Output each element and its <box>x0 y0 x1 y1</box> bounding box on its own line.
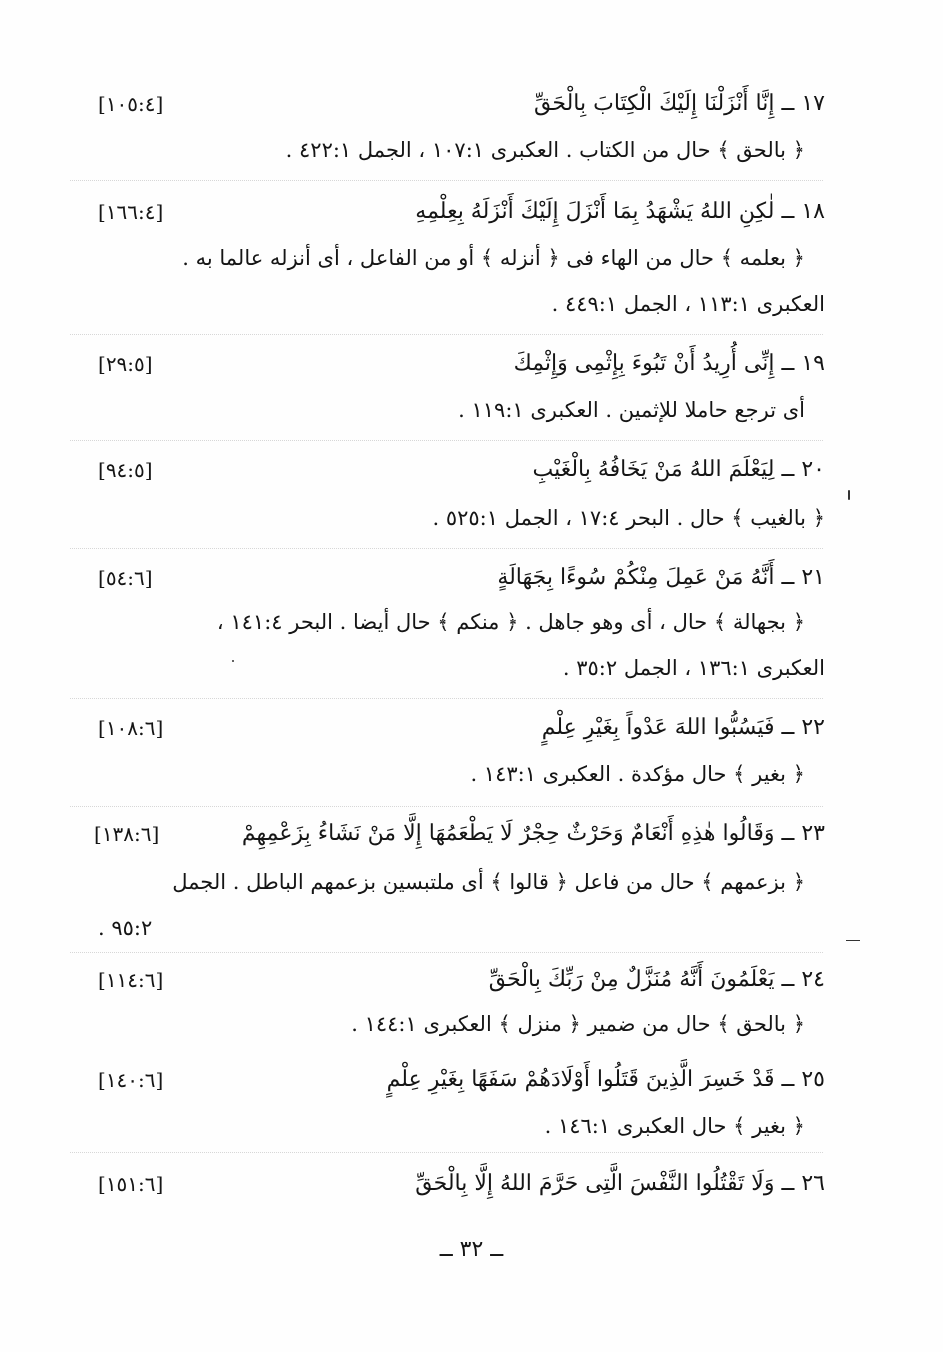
verse-reference: [١٠٥:٤] <box>98 92 164 116</box>
note-text: ﴿ بزعمهم ﴾ حال من فاعل ﴿ قالوا ﴾ أى ملتبسين بزعمهم الباطل . الجمل <box>172 870 805 894</box>
note-text: ﴿ بعلمه ﴾ حال من الهاء فى ﴿ أنزله ﴾ أو من الفاعل ، أى أنزله عالما به . <box>182 246 805 270</box>
verse-line <box>90 960 825 1000</box>
verse-line <box>90 708 825 748</box>
divider <box>70 334 823 335</box>
page-number: ــ ٣٢ ــ <box>439 1237 504 1262</box>
verse-line <box>90 1060 825 1100</box>
divider <box>70 548 823 549</box>
scan-speck <box>232 660 234 662</box>
verse-text: ٢١ ــ أَنَّهُ مَنْ عَمِلَ مِنْكُمْ سُوءًا بِجَهَالَةٍ <box>497 565 825 590</box>
verse-line <box>90 192 825 232</box>
note-text: أى ترجع حاملا للإثمين . العكبرى ١١٩:١ . <box>458 398 805 422</box>
note-line <box>90 238 825 278</box>
verse-line <box>90 450 825 490</box>
verse-line <box>90 84 825 124</box>
note-text: ﴿ بالغيب ﴾ حال . البحر ١٧:٤ ، الجمل ٥٢٥:١ . <box>432 506 825 530</box>
verse-line <box>90 558 825 598</box>
divider <box>70 952 823 953</box>
verse-line <box>90 344 825 384</box>
divider <box>70 806 823 807</box>
note-line <box>90 390 825 430</box>
note-line <box>90 754 825 794</box>
note-text: ﴿ بالحق ﴾ حال من ضمير ﴿ منزل ﴾ العكبرى ١٤٤:١ . <box>351 1012 805 1036</box>
divider <box>70 1152 823 1153</box>
verse-reference: [١٤٠:٦] <box>98 1068 164 1092</box>
verse-reference: [١٦٦:٤] <box>98 200 164 224</box>
verse-text: ١٧ ــ إِنَّا أَنْزَلْنَا إِلَيْكَ الْكِتَابَ بِالْحَقِّ <box>534 91 825 116</box>
verse-text: ١٩ ــ إِنِّى أُرِيدُ أَنْ تَبُوءَ بِإِثْمِى وَإِثْمِكَ <box>513 351 825 376</box>
verse-reference: [٥٤:٦] <box>98 566 153 590</box>
note-text: العكبرى ١١٣:١ ، الجمل ٤٤٩:١ . <box>551 292 825 316</box>
note-text: ﴿ بالحق ﴾ حال من الكتاب . العكبرى ١٠٧:١ ، الجمل ٤٢٢:١ . <box>285 138 805 162</box>
scan-speck <box>848 490 850 500</box>
note-line <box>90 498 825 538</box>
note-text: ﴿ بغير ﴾ حال العكبرى ١٤٦:١ . <box>544 1114 805 1138</box>
note-line <box>90 602 825 642</box>
note-line <box>90 648 825 688</box>
divider <box>70 440 823 441</box>
verse-text: ٢٣ ــ وَقَالُوا هٰذِهِ أَنْعَامٌ وَحَرْثٌ حِجْرٌ لَا يَطْعَمُهَا إِلَّا مَنْ نَشَاءُ بِزَعْمِهِمْ <box>241 821 825 846</box>
verse-text: ٢٠ ــ لِيَعْلَمَ اللهُ مَنْ يَخَافُهُ بِالْغَيْبِ <box>532 457 825 482</box>
verse-reference: [٢٩:٥] <box>98 352 153 376</box>
verse-text: ٢٥ ــ قَدْ خَسِرَ الَّذِينَ قَتَلُوا أَوْلَادَهُمْ سَفَهًا بِغَيْرِ عِلْمٍ <box>386 1067 825 1092</box>
verse-text: ٢٤ ــ يَعْلَمُونَ أَنَّهُ مُنَزَّلٌ مِنْ رَبِّكَ بِالْحَقِّ <box>488 967 825 992</box>
verse-reference: [١٠٨:٦] <box>98 716 164 740</box>
note-line <box>90 908 825 948</box>
note-text: ٩٥:٢ . <box>98 916 153 940</box>
note-text: ﴿ بغير ﴾ حال مؤكدة . العكبرى ١٤٣:١ . <box>470 762 805 786</box>
verse-text: ٢٢ ــ فَيَسُبُّوا اللهَ عَدْواً بِغَيْرِ عِلْمٍ <box>541 715 825 740</box>
note-line <box>90 1004 825 1044</box>
verse-reference: [٩٤:٥] <box>98 458 153 482</box>
note-line <box>90 1106 825 1146</box>
verse-reference: [١٣٨:٦] <box>94 822 160 846</box>
note-line <box>90 862 825 902</box>
scan-speck <box>846 940 860 941</box>
divider <box>70 698 823 699</box>
divider <box>70 180 823 181</box>
verse-reference: [١١٤:٦] <box>98 968 164 992</box>
verse-line <box>90 814 825 854</box>
verse-reference: [١٥١:٦] <box>98 1172 164 1196</box>
note-text: العكبرى ١٣٦:١ ، الجمل ٣٥:٢ . <box>562 656 825 680</box>
verse-text: ١٨ ــ لٰكِنِ اللهُ يَشْهَدُ بِمَا أَنْزَلَ إِلَيْكَ أَنْزَلَهُ بِعِلْمِهِ <box>415 199 825 224</box>
note-line <box>90 284 825 324</box>
note-line <box>90 130 825 170</box>
verse-text: ٢٦ ــ وَلَا تَقْتُلُوا النَّفْسَ الَّتِى حَرَّمَ اللهُ إِلَّا بِالْحَقِّ <box>415 1171 825 1196</box>
verse-line <box>90 1164 825 1204</box>
note-text: ﴿ بجهالة ﴾ حال ، أى وهو جاهل . ﴿ منكم ﴾ حال أيضا . البحر ١٤١:٤ ، <box>216 610 805 634</box>
